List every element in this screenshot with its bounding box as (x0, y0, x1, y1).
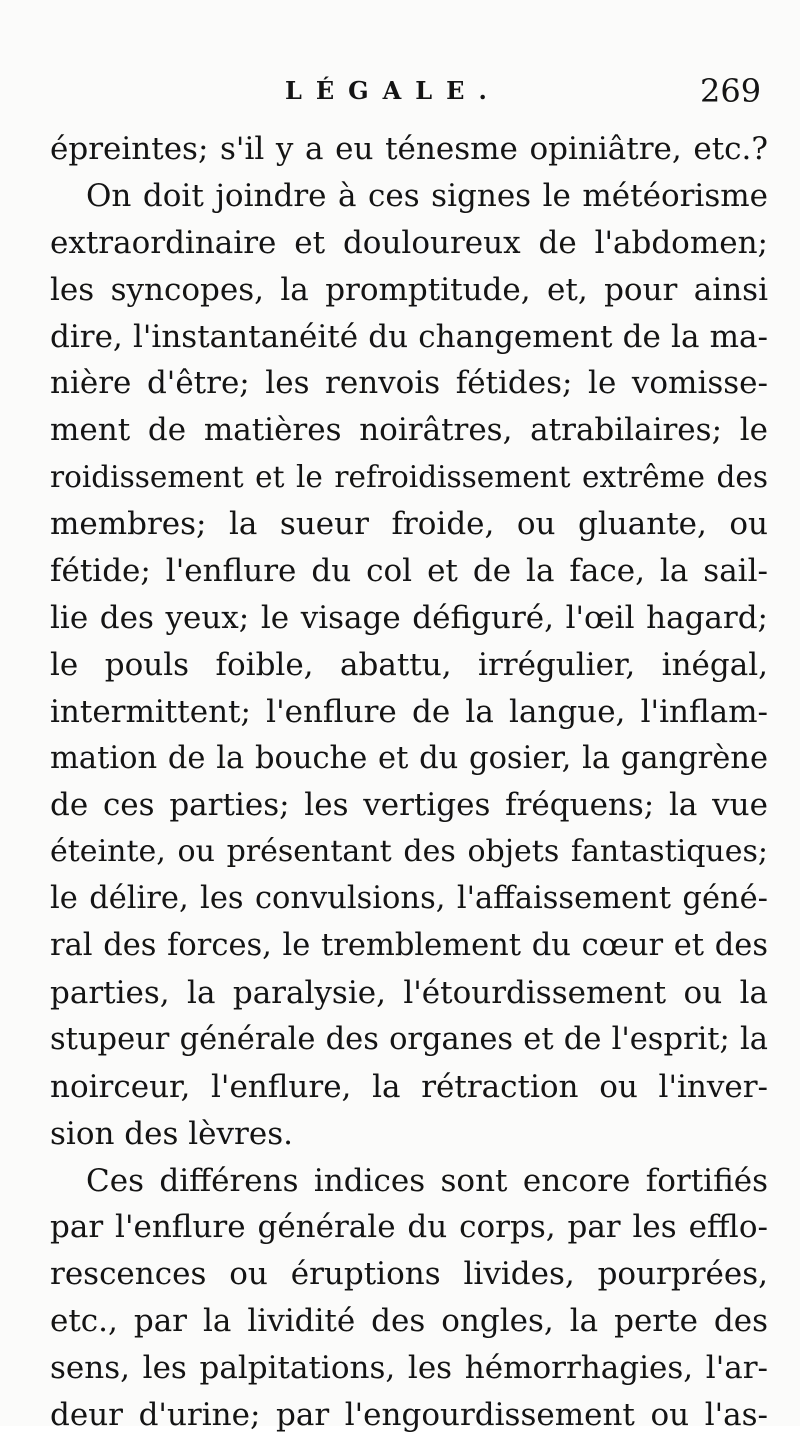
running-title: LÉGALE. (285, 76, 501, 105)
text-line: etc., par la lividité des ongles, la perte des (50, 1303, 768, 1340)
text-line: les syncopes, la promptitude, et, pour ainsi (50, 271, 768, 308)
text-line: mation de la bouche et du gosier, la gangrène (50, 740, 768, 776)
text-line: extraordinaire et douloureux de l'abdomen; (50, 224, 768, 261)
text-line: fétide; l'enflure du col et de la face, la sail- (50, 553, 768, 590)
text-line: nière d'être; les renvois fétides; le vomisse- (50, 365, 768, 402)
text-line: roidissement et le refroidissement extrême des (50, 460, 768, 495)
running-head (0, 72, 800, 112)
text-line: sens, les palpitations, les hémorrhagies, l'ar- (50, 1350, 768, 1387)
text-line: On doit joindre à ces signes le météorisme (86, 177, 768, 214)
body-text (50, 126, 768, 1439)
text-line: deur d'urine; par l'engourdissement ou l'as- (50, 1397, 768, 1434)
text-line: sion des lèvres. (50, 1115, 293, 1152)
text-line: rescences ou éruptions livides, pourprées, (50, 1256, 768, 1293)
text-line: le pouls foible, abattu, irrégulier, inégal, (50, 646, 768, 683)
text-line: membres; la sueur froide, ou gluante, ou (50, 506, 768, 543)
text-line: épreintes; s'il y a eu ténesme opiniâtre, etc.? (50, 131, 768, 167)
text-line: stupeur générale des organes et de l'esprit; la (50, 1021, 768, 1057)
text-line: éteinte, ou présentant des objets fantastiques; (50, 834, 768, 870)
text-line: ment de matières noirâtres, atrabilaires; le (50, 412, 768, 449)
page-number: 269 (700, 72, 762, 110)
text-line: lie des yeux; le visage défiguré, l'œil hagard; (50, 599, 768, 636)
text-line: Ces différens indices sont encore fortifiés (86, 1162, 768, 1199)
text-line: dire, l'instantanéité du changement de la ma- (50, 318, 768, 355)
text-line: intermittent; l'enflure de la langue, l'inflam- (50, 693, 768, 730)
text-line: ral des forces, le tremblement du cœur et des (50, 928, 768, 964)
text-line: noirceur, l'enflure, la rétraction ou l'inver- (50, 1068, 768, 1105)
text-line: de ces parties; les vertiges fréquens; la vue (50, 787, 768, 824)
text-line: parties, la paralysie, l'étourdissement ou la (50, 975, 768, 1012)
text-line: par l'enflure générale du corps, par les efflo- (50, 1209, 768, 1246)
text-line: le délire, les convulsions, l'affaissement géné- (50, 881, 768, 917)
